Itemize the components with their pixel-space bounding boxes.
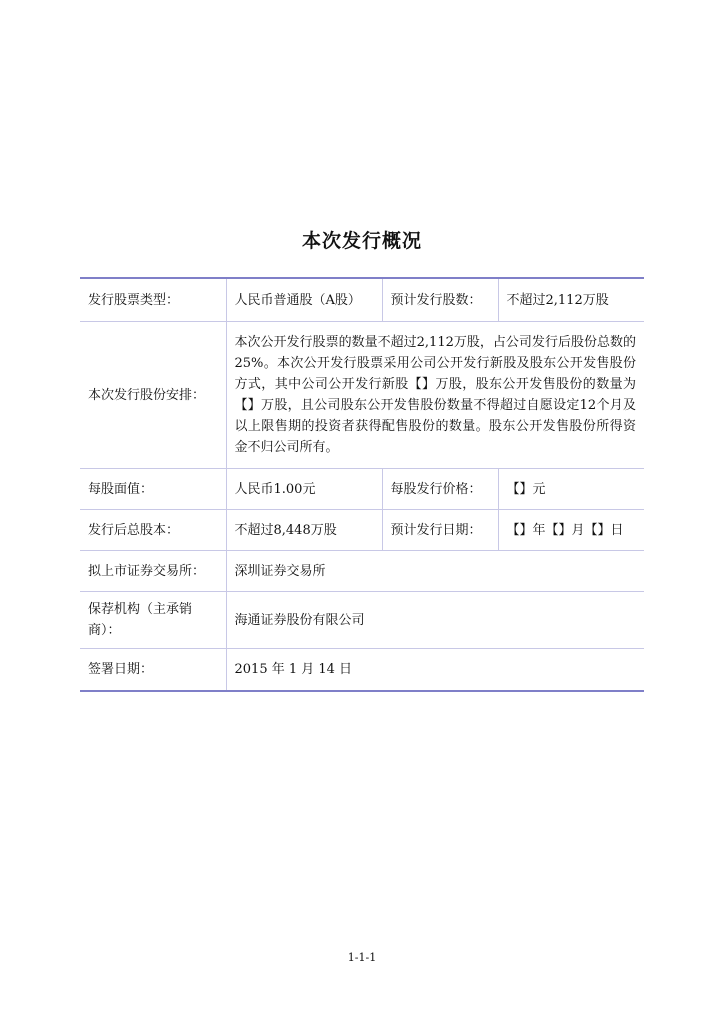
table-row (80, 592, 644, 649)
arrangement-label: 本次发行股份安排： (80, 322, 226, 469)
table-row (80, 322, 644, 469)
par-value-label: 每股面值： (80, 469, 226, 510)
planned-shares-value: 不超过2,112万股 (498, 278, 644, 322)
total-shares-value: 不超过8,448万股 (226, 510, 382, 551)
offering-summary-table (80, 277, 644, 692)
exchange-value: 深圳证券交易所 (226, 551, 644, 592)
issue-date-label: 预计发行日期： (382, 510, 498, 551)
par-value-value: 人民币1.00元 (226, 469, 382, 510)
issue-type-value: 人民币普通股（A股） (226, 278, 382, 322)
sponsor-value: 海通证券股份有限公司 (226, 592, 644, 649)
issue-price-label: 每股发行价格： (382, 469, 498, 510)
table-row (80, 278, 644, 322)
table-row (80, 510, 644, 551)
exchange-label: 拟上市证券交易所： (80, 551, 226, 592)
planned-shares-label: 预计发行股数： (382, 278, 498, 322)
sponsor-label: 保荐机构（主承销商）： (80, 592, 226, 649)
signing-date-label: 签署日期： (80, 649, 226, 692)
page-title: 本次发行概况 (301, 230, 422, 252)
table-row (80, 551, 644, 592)
page-number: 1-1-1 (347, 951, 377, 964)
issue-date-value: 【】年【】月【】日 (498, 510, 644, 551)
total-shares-label: 发行后总股本： (80, 510, 226, 551)
table-row (80, 649, 644, 692)
issue-type-label: 发行股票类型： (80, 278, 226, 322)
table-row (80, 469, 644, 510)
issue-price-value: 【】元 (498, 469, 644, 510)
signing-date-value: 2015 年 1 月 14 日 (226, 649, 644, 692)
arrangement-value: 本次公开发行股票的数量不超过2,112万股，占公司发行后股份总数的25%。本次公开发行股票采用公司公开发行新股及股东公开发售股份方式，其中公司公开发行新股【】万股，股东公开发售股份的数量为【】万股，且公司股东公开发售股份数量不得超过自愿设定12个月及以上限售期的投资者获得配售股份的数量。股东公开发售股份所得资金不归公司所有。 (226, 322, 644, 469)
